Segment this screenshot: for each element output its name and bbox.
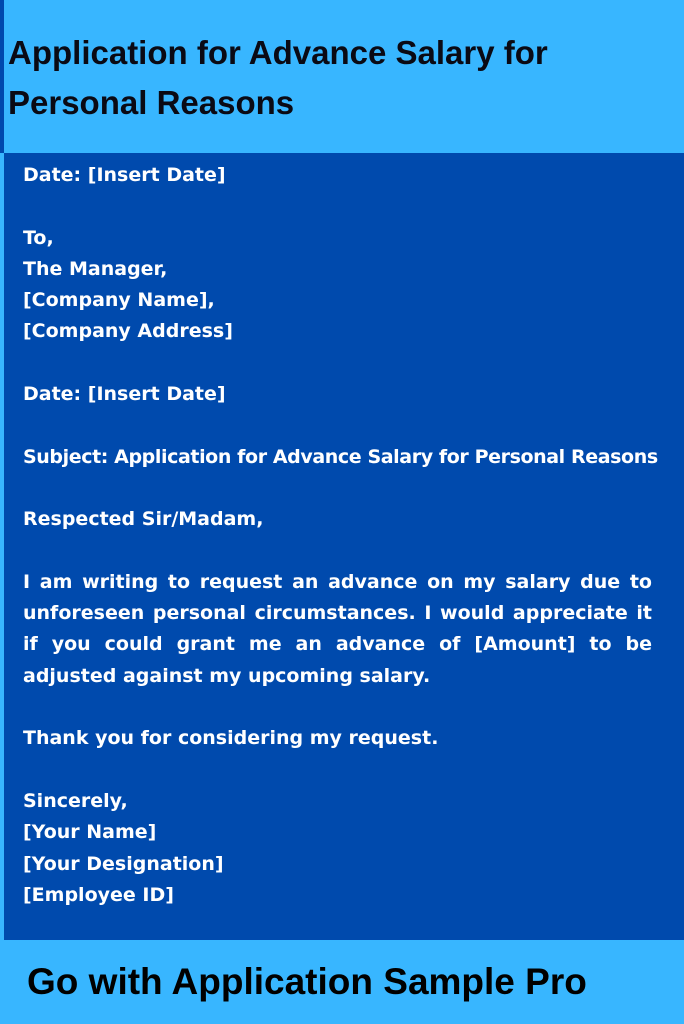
thanks-text: Thank you for considering my request.: [23, 727, 439, 750]
subject-line: [23, 442, 658, 473]
recipient-block: [23, 223, 652, 348]
to-text: To,: [23, 226, 54, 249]
footer-banner: [0, 940, 684, 1024]
body-paragraph: I am writing to request an advance on my salary due to unforeseen personal circumstances. I would appreciate it if you could grant me an advance of [Amount] to be adjusted against my upcoming salary.: [23, 570, 652, 687]
your-name-text: [Your Name]: [23, 821, 157, 844]
letter-body: [4, 153, 684, 940]
salutation-text: Respected Sir/Madam,: [23, 508, 264, 531]
employee-id-text: [Employee ID]: [23, 883, 174, 906]
thanks-line: [23, 723, 652, 754]
signature-block: [23, 786, 652, 911]
your-designation-text: [Your Designation]: [23, 852, 224, 875]
second-date-text: Date: [Insert Date]: [23, 383, 226, 406]
recipient-text: The Manager,: [23, 257, 168, 280]
date-text: Date: [Insert Date]: [23, 164, 226, 186]
footer-brand-text: Go with Application Sample Pro: [27, 961, 587, 1002]
header-banner: [0, 0, 684, 153]
closing-text: Sincerely,: [23, 789, 128, 812]
company-name-text: [Company Name],: [23, 289, 215, 312]
date-line: [23, 160, 652, 191]
salutation-line: [23, 504, 652, 535]
page-title: Application for Advance Salary for Personal Reasons: [8, 34, 548, 121]
second-date-line: [23, 379, 652, 410]
subject-text: Subject: Application for Advance Salary for Personal Reasons: [23, 445, 658, 468]
company-address-text: [Company Address]: [23, 320, 233, 343]
